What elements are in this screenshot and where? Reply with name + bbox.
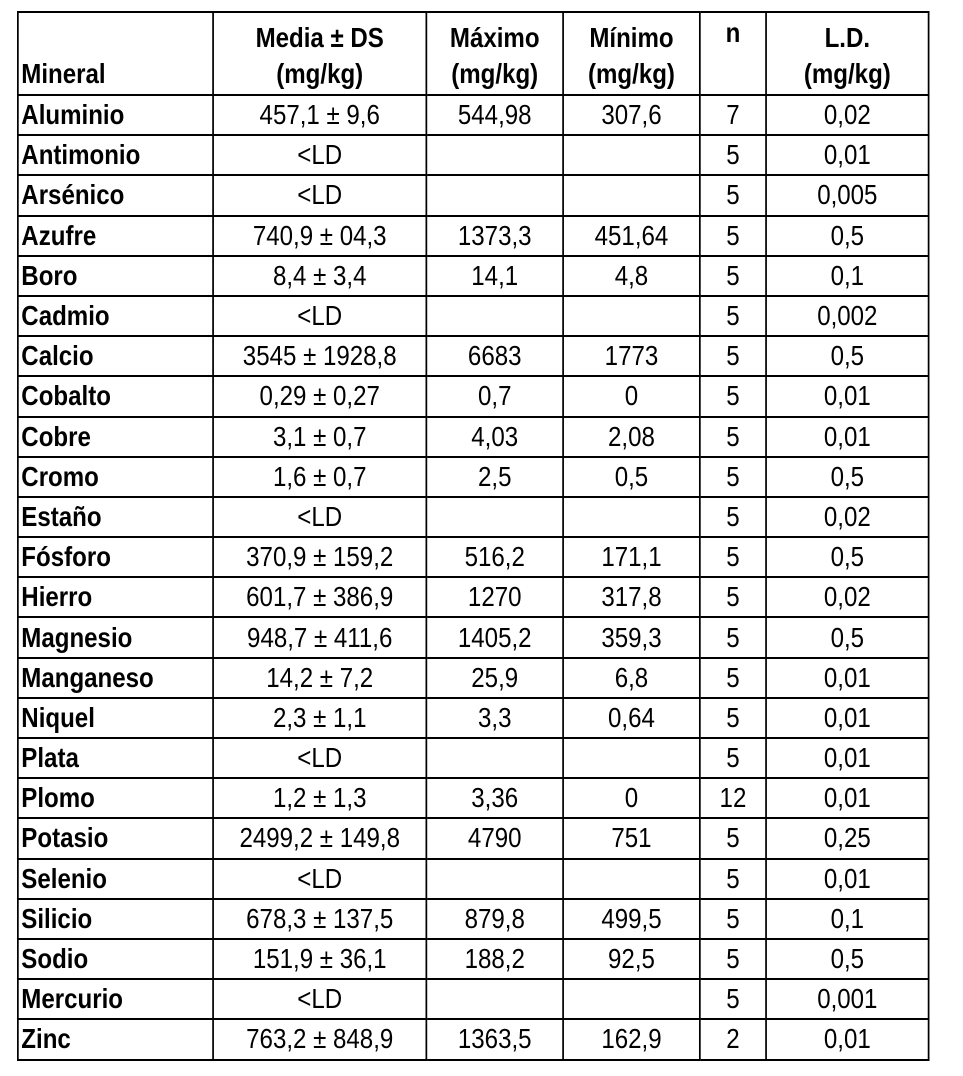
cell-max: 1270 [426,577,563,617]
cell-mineral: Niquel [18,698,213,738]
cell-media: 740,9 ± 04,3 [213,216,426,256]
cell-media: <LD [213,738,426,778]
cell-media: 3545 ± 1928,8 [213,336,426,376]
table-row [18,818,929,858]
cell-media: 3,1 ± 0,7 [213,417,426,457]
cell-ld: 0,25 [766,818,929,858]
cell-min: 6,8 [563,658,700,698]
cell-min: 751 [563,818,700,858]
table-row [18,537,929,577]
cell-n: 5 [700,175,766,215]
cell-min: 1773 [563,336,700,376]
cell-mineral: Hierro [18,577,213,617]
cell-mineral: Plomo [18,778,213,818]
table-row [18,135,929,175]
cell-max [426,979,563,1019]
cell-ld: 0,5 [766,216,929,256]
cell-media: 2,3 ± 1,1 [213,698,426,738]
cell-n: 5 [700,376,766,416]
cell-n: 5 [700,899,766,939]
cell-media: <LD [213,175,426,215]
header-max: Máximo (mg/kg) [426,12,563,95]
cell-media: 2499,2 ± 149,8 [213,818,426,858]
table-row [18,497,929,537]
table-row [18,658,929,698]
header-min: Mínimo (mg/kg) [563,12,700,95]
table-body [18,95,929,1060]
cell-media: <LD [213,859,426,899]
cell-max: 2,5 [426,457,563,497]
cell-max: 4,03 [426,417,563,457]
table-row [18,296,929,336]
cell-mineral: Mercurio [18,979,213,1019]
table-row [18,698,929,738]
cell-min [563,859,700,899]
cell-min: 0,5 [563,457,700,497]
cell-media: <LD [213,497,426,537]
cell-max [426,859,563,899]
cell-media: <LD [213,979,426,1019]
table-row [18,95,929,135]
cell-n: 5 [700,216,766,256]
cell-media: 948,7 ± 411,6 [213,617,426,657]
cell-ld: 0,02 [766,497,929,537]
cell-ld: 0,5 [766,537,929,577]
table-row [18,175,929,215]
cell-min [563,175,700,215]
cell-n: 5 [700,296,766,336]
cell-min: 4,8 [563,256,700,296]
cell-ld: 0,01 [766,417,929,457]
cell-mineral: Azufre [18,216,213,256]
cell-media: 678,3 ± 137,5 [213,899,426,939]
cell-media: 8,4 ± 3,4 [213,256,426,296]
cell-ld: 0,01 [766,376,929,416]
cell-n: 5 [700,617,766,657]
cell-min: 359,3 [563,617,700,657]
table-header [18,12,929,95]
cell-min: 0 [563,778,700,818]
cell-media: 0,29 ± 0,27 [213,376,426,416]
cell-max: 188,2 [426,939,563,979]
cell-min: 0 [563,376,700,416]
cell-min: 307,6 [563,95,700,135]
cell-ld: 0,1 [766,899,929,939]
cell-n: 5 [700,537,766,577]
table-row [18,859,929,899]
cell-n: 5 [700,256,766,296]
cell-media: 14,2 ± 7,2 [213,658,426,698]
cell-media: 370,9 ± 159,2 [213,537,426,577]
cell-mineral: Cobalto [18,376,213,416]
cell-min: 317,8 [563,577,700,617]
cell-mineral: Plata [18,738,213,778]
cell-n: 5 [700,738,766,778]
header-n: n [700,12,766,95]
cell-ld: 0,02 [766,95,929,135]
cell-max: 4790 [426,818,563,858]
cell-min [563,497,700,537]
cell-ld: 0,01 [766,1019,929,1059]
cell-mineral: Silicio [18,899,213,939]
table-row [18,899,929,939]
cell-ld: 0,01 [766,658,929,698]
cell-ld: 0,5 [766,939,929,979]
header-media: Media ± DS (mg/kg) [213,12,426,95]
header-mineral: Mineral [18,12,213,95]
table-row [18,417,929,457]
cell-media: <LD [213,296,426,336]
cell-max: 14,1 [426,256,563,296]
cell-mineral: Arsénico [18,175,213,215]
table-row [18,256,929,296]
cell-ld: 0,1 [766,256,929,296]
cell-ld: 0,002 [766,296,929,336]
cell-n: 5 [700,658,766,698]
cell-max [426,497,563,537]
cell-max: 0,7 [426,376,563,416]
mineral-table [17,11,929,1061]
cell-mineral: Cadmio [18,296,213,336]
cell-ld: 0,01 [766,738,929,778]
cell-max: 3,36 [426,778,563,818]
table-row [18,457,929,497]
cell-min [563,296,700,336]
cell-ld: 0,5 [766,457,929,497]
cell-mineral: Aluminio [18,95,213,135]
cell-mineral: Zinc [18,1019,213,1059]
table-row [18,979,929,1019]
cell-media: 601,7 ± 386,9 [213,577,426,617]
cell-media: 457,1 ± 9,6 [213,95,426,135]
cell-ld: 0,5 [766,336,929,376]
cell-max [426,135,563,175]
cell-n: 5 [700,859,766,899]
cell-mineral: Cobre [18,417,213,457]
cell-n: 5 [700,497,766,537]
table-row [18,738,929,778]
cell-mineral: Manganeso [18,658,213,698]
header-row [18,12,929,95]
cell-mineral: Calcio [18,336,213,376]
cell-n: 12 [700,778,766,818]
cell-max: 25,9 [426,658,563,698]
cell-max: 1373,3 [426,216,563,256]
table-row [18,577,929,617]
cell-ld: 0,01 [766,778,929,818]
cell-ld: 0,001 [766,979,929,1019]
cell-mineral: Selenio [18,859,213,899]
cell-media: <LD [213,135,426,175]
cell-mineral: Estaño [18,497,213,537]
header-ld: L.D. (mg/kg) [766,12,929,95]
cell-ld: 0,01 [766,859,929,899]
cell-max: 3,3 [426,698,563,738]
cell-n: 5 [700,698,766,738]
cell-n: 5 [700,336,766,376]
cell-mineral: Antimonio [18,135,213,175]
cell-max: 6683 [426,336,563,376]
cell-max [426,175,563,215]
cell-min [563,135,700,175]
table-row [18,376,929,416]
cell-n: 5 [700,939,766,979]
cell-ld: 0,01 [766,698,929,738]
table-row [18,1019,929,1059]
cell-max: 516,2 [426,537,563,577]
cell-mineral: Magnesio [18,617,213,657]
cell-max: 544,98 [426,95,563,135]
cell-max [426,296,563,336]
cell-n: 2 [700,1019,766,1059]
cell-min: 0,64 [563,698,700,738]
cell-ld: 0,005 [766,175,929,215]
cell-mineral: Potasio [18,818,213,858]
cell-media: 1,6 ± 0,7 [213,457,426,497]
cell-min [563,979,700,1019]
cell-media: 763,2 ± 848,9 [213,1019,426,1059]
cell-ld: 0,5 [766,617,929,657]
table-row [18,216,929,256]
cell-n: 5 [700,135,766,175]
cell-min [563,738,700,778]
cell-n: 5 [700,417,766,457]
cell-mineral: Sodio [18,939,213,979]
cell-media: 151,9 ± 36,1 [213,939,426,979]
cell-n: 5 [700,818,766,858]
table-row [18,617,929,657]
cell-ld: 0,01 [766,135,929,175]
cell-min: 162,9 [563,1019,700,1059]
cell-n: 5 [700,577,766,617]
cell-max: 1363,5 [426,1019,563,1059]
cell-n: 5 [700,979,766,1019]
cell-mineral: Boro [18,256,213,296]
cell-n: 7 [700,95,766,135]
cell-min: 171,1 [563,537,700,577]
cell-mineral: Cromo [18,457,213,497]
cell-n: 5 [700,457,766,497]
cell-ld: 0,02 [766,577,929,617]
cell-min: 451,64 [563,216,700,256]
table-row [18,336,929,376]
cell-min: 2,08 [563,417,700,457]
table-row [18,939,929,979]
cell-min: 92,5 [563,939,700,979]
cell-max: 879,8 [426,899,563,939]
cell-max [426,738,563,778]
cell-media: 1,2 ± 1,3 [213,778,426,818]
cell-max: 1405,2 [426,617,563,657]
cell-mineral: Fósforo [18,537,213,577]
table-row [18,778,929,818]
cell-min: 499,5 [563,899,700,939]
